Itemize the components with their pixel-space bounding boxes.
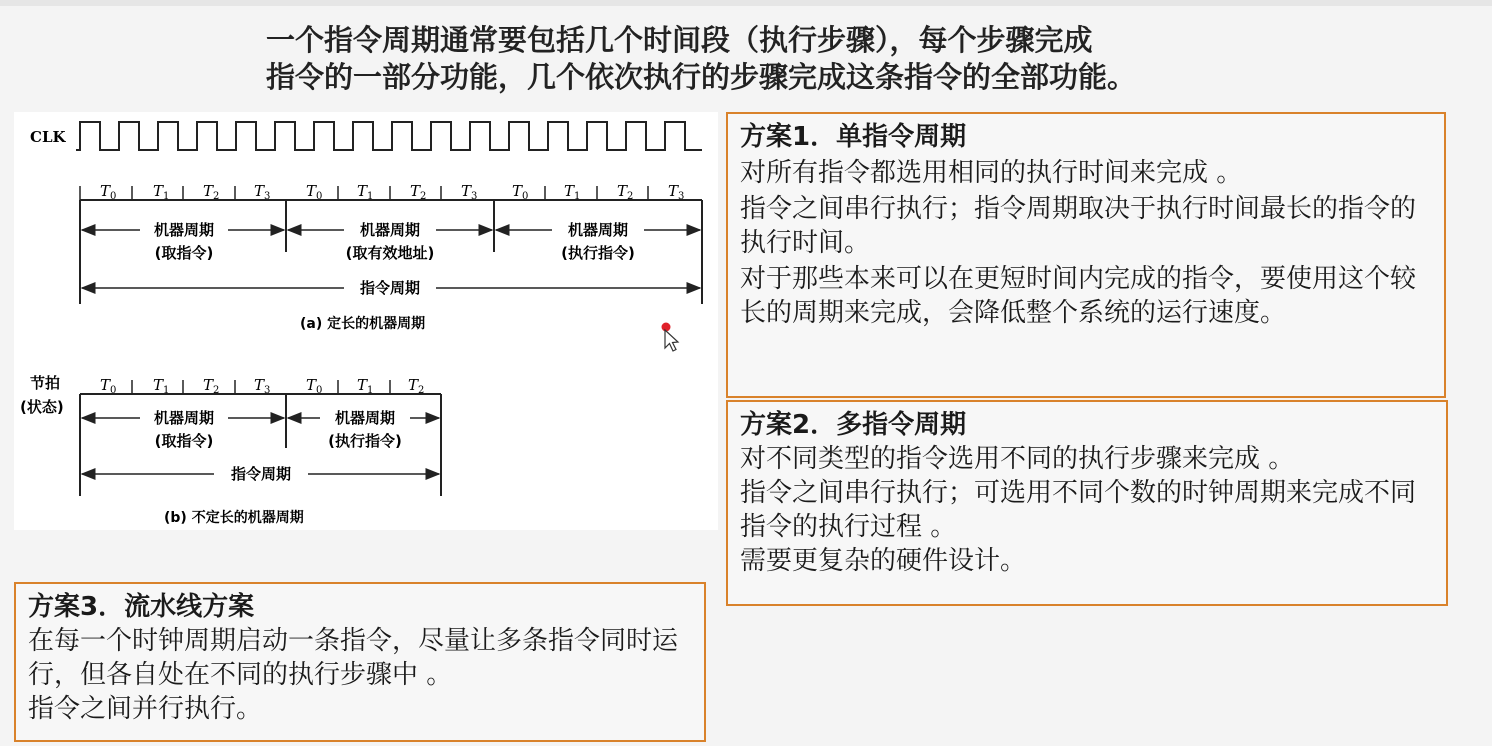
clk-waveform [76,122,702,150]
intro-line-2: 指令的一部分功能，几个依次执行的步骤完成这条指令的全部功能。 [266,60,1137,94]
t-label: $T_3$ [254,376,271,396]
scheme-2-title: 方案2．多指令周期 [740,410,967,440]
machine-cycle-label: 机器周期 [334,409,396,427]
beat-label: 节拍 [30,374,61,392]
state-label: (状态) [20,398,64,416]
scheme-1-title: 方案1．单指令周期 [740,122,967,152]
t-label: $T_2$ [617,182,634,202]
machine-cycle-label: 机器周期 [153,221,215,239]
t-label: $T_2$ [203,376,220,396]
machine-cycle-sub: (取指令) [154,432,214,450]
t-label: $T_1$ [564,182,581,202]
t-label: $T_3$ [461,182,478,202]
t-label: $T_3$ [254,182,271,202]
t-label: $T_0$ [512,182,529,202]
mouse-pointer-icon [660,322,686,354]
top-bar [0,0,1492,6]
intro-line-1: 一个指令周期通常要包括几个时间段（执行步骤），每个步骤完成 [266,23,1093,57]
t-label: $T_3$ [668,182,685,202]
t-label: $T_2$ [410,182,427,202]
scheme-3-text-1: 在每一个时钟周期启动一条指令，尽量让多条指令同时运行，但各自处在不同的执行步骤中 。 [28,626,679,690]
scheme-2-text-2: 指令之间串行执行；可选用不同个数的时钟周期来完成不同指令的执行过程 。 [740,478,1417,542]
t-label: $T_0$ [306,182,323,202]
scheme-1-text-2: 指令之间串行执行；指令周期取决于执行时间最长的指令的执行时间。 [740,194,1417,258]
machine-cycle-sub: (执行指令) [328,432,402,450]
instruction-cycle-label: 指令周期 [359,279,421,297]
machine-cycle-label: 机器周期 [567,221,629,239]
t-label: $T_0$ [100,376,117,396]
machine-cycle-sub: (取有效地址) [345,244,435,262]
t-label: $T_1$ [357,182,374,202]
timing-diagram-panel [14,112,718,530]
t-label: $T_1$ [153,182,170,202]
instruction-cycle-label: 指令周期 [230,465,292,483]
scheme-1-box [726,112,1446,398]
intro-text [266,22,1246,96]
scheme-3-box [14,582,706,742]
machine-cycle-label: 机器周期 [153,409,215,427]
machine-cycle-sub: (取指令) [154,244,214,262]
t-label: $T_0$ [100,182,117,202]
scheme-3-title: 方案3．流水线方案 [28,592,255,622]
t-label: $T_2$ [408,376,425,396]
t-label: $T_1$ [357,376,374,396]
caption-a: (a) 定长的机器周期 [300,316,426,332]
scheme-2-box [726,400,1448,606]
scheme-2-text-3: 需要更复杂的硬件设计。 [740,546,1027,576]
clk-label: CLK [30,128,66,146]
machine-cycle-label: 机器周期 [359,221,421,239]
t-label: $T_0$ [306,376,323,396]
t-label: $T_1$ [153,376,170,396]
scheme-2-text-1: 对不同类型的指令选用不同的执行步骤来完成 。 [740,444,1295,474]
scheme-1-text-1: 对所有指令都选用相同的执行时间来完成 。 [740,158,1243,188]
timing-diagrams [14,112,718,530]
t-label: $T_2$ [203,182,220,202]
machine-cycle-sub: (执行指令) [561,244,635,262]
scheme-1-text-3: 对于那些本来可以在更短时间内完成的指令，要使用这个较长的周期来完成，会降低整个系统的运行速度。 [740,264,1417,328]
scheme-3-text-2: 指令之间并行执行。 [28,694,263,724]
caption-b: (b) 不定长的机器周期 [164,510,304,526]
